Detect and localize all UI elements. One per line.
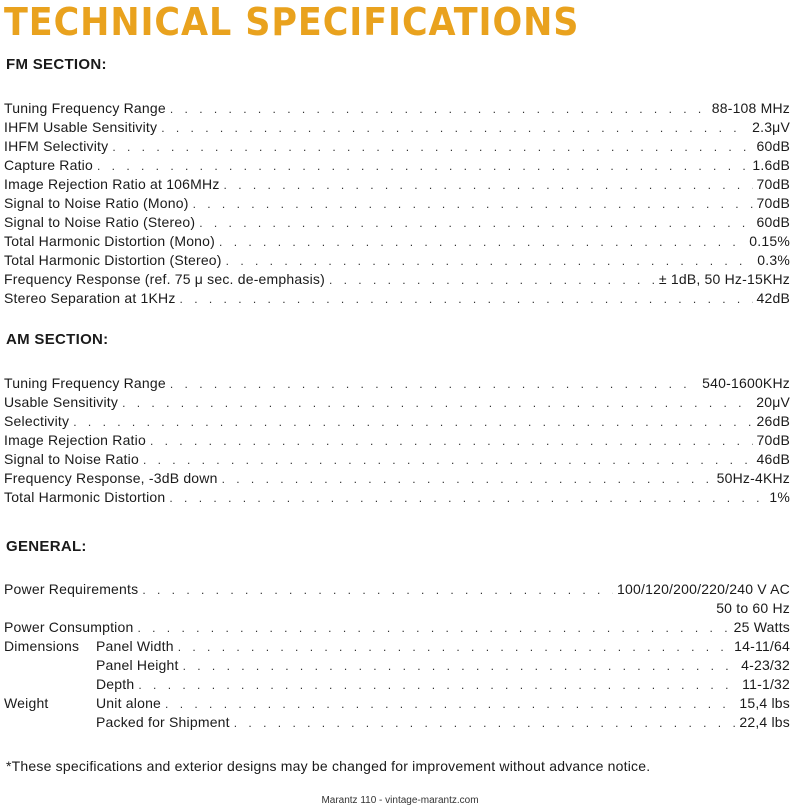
spec-label: Total Harmonic Distortion (Stereo) (4, 252, 222, 268)
spec-row (4, 99, 790, 118)
spec-label: IHFM Selectivity (4, 138, 109, 154)
general-section-heading: GENERAL: (6, 538, 87, 555)
spec-label: Signal to Noise Ratio (Mono) (4, 195, 189, 211)
spec-label: Capture Ratio (4, 157, 93, 173)
leader-dots (329, 271, 655, 290)
leader-dots (219, 233, 745, 252)
group-label: Weight (4, 695, 49, 711)
spec-row (4, 694, 790, 713)
leader-dots (170, 100, 708, 119)
spec-value: 1.6dB (752, 157, 790, 173)
spec-row-continuation (4, 599, 790, 618)
spec-value: 26dB (756, 413, 790, 429)
spec-label: Signal to Noise Ratio (Stereo) (4, 214, 196, 230)
spec-value: 0.15% (749, 233, 790, 249)
spec-row (4, 251, 790, 270)
spec-label: Panel Height (96, 657, 179, 673)
group-label: Dimensions (4, 638, 80, 654)
spec-row (4, 194, 790, 213)
spec-row (4, 412, 790, 431)
spec-value: 11-1/32 (742, 676, 790, 692)
leader-dots (73, 413, 752, 432)
spec-label: Tuning Frequency Range (4, 100, 166, 116)
spec-value: 60dB (756, 214, 790, 230)
spec-row (4, 431, 790, 450)
spec-row (4, 580, 790, 599)
spec-row (4, 270, 790, 289)
footnote: *These specifications and exterior designs may be changed for improvement without advance notice. (6, 758, 651, 774)
fm-section-heading: FM SECTION: (6, 56, 107, 73)
leader-dots (143, 451, 753, 470)
leader-dots (193, 195, 753, 214)
spec-row (4, 289, 790, 308)
spec-row (4, 488, 790, 507)
spec-value: 60dB (756, 138, 790, 154)
spec-label: IHFM Usable Sensitivity (4, 119, 158, 135)
spec-value: 70dB (756, 432, 790, 448)
spec-value: 88-108 MHz (711, 100, 790, 116)
spec-label: Frequency Response, -3dB down (4, 470, 218, 486)
leader-dots (234, 714, 736, 733)
am-spec-list (4, 374, 790, 507)
leader-dots (112, 138, 752, 157)
fm-spec-list (4, 99, 790, 308)
leader-dots (226, 252, 754, 271)
spec-label: Image Rejection Ratio at 106MHz (4, 176, 220, 192)
spec-value: 1% (769, 489, 790, 505)
spec-label: Depth (96, 676, 135, 692)
spec-row (4, 374, 790, 393)
spec-label: Image Rejection Ratio (4, 432, 146, 448)
spec-label: Total Harmonic Distortion (Mono) (4, 233, 216, 249)
spec-row (4, 175, 790, 194)
spec-value: ± 1dB, 50 Hz-15KHz (658, 271, 790, 287)
page-title: TECHNICAL SPECIFICATIONS (4, 0, 580, 44)
general-spec-list (4, 580, 790, 732)
spec-row (4, 213, 790, 232)
spec-value: 70dB (756, 195, 790, 211)
leader-dots (183, 657, 738, 676)
leader-dots (222, 470, 713, 489)
leader-dots (161, 119, 748, 138)
spec-value: 0.3% (757, 252, 790, 268)
spec-value: 22,4 lbs (739, 714, 790, 730)
spec-row (4, 118, 790, 137)
spec-row (4, 156, 790, 175)
leader-dots (169, 489, 765, 508)
spec-value: 25 Watts (733, 619, 790, 635)
spec-label: Power Consumption (4, 619, 134, 635)
spec-value: 100/120/200/220/240 V AC (617, 581, 790, 597)
spec-label: Signal to Noise Ratio (4, 451, 139, 467)
spec-label: Selectivity (4, 413, 70, 429)
spec-row (4, 469, 790, 488)
leader-dots (170, 375, 698, 394)
spec-row (4, 656, 790, 675)
leader-dots (165, 695, 735, 714)
spec-label: Usable Sensitivity (4, 394, 119, 410)
leader-dots (138, 676, 738, 695)
leader-dots (224, 176, 753, 195)
spec-row (4, 450, 790, 469)
spec-label: Stereo Separation at 1KHz (4, 290, 176, 306)
spec-row (4, 713, 790, 732)
spec-value: 50 to 60 Hz (716, 600, 790, 616)
spec-value: 20μV (756, 394, 790, 410)
spec-label: Power Requirements (4, 581, 139, 597)
spec-value: 4-23/32 (741, 657, 790, 673)
leader-dots (122, 394, 752, 413)
leader-dots (97, 157, 748, 176)
leader-dots (150, 432, 753, 451)
spec-row (4, 618, 790, 637)
am-section-heading: AM SECTION: (6, 331, 109, 348)
leader-dots (180, 290, 753, 309)
spec-row (4, 675, 790, 694)
spec-label: Packed for Shipment (96, 714, 230, 730)
leader-dots (137, 619, 729, 638)
spec-value: 42dB (756, 290, 790, 306)
spec-label: Unit alone (96, 695, 162, 711)
spec-value: 540-1600KHz (702, 375, 790, 391)
spec-label: Frequency Response (ref. 75 μ sec. de-emphasis) (4, 271, 325, 287)
spec-row (4, 637, 790, 656)
leader-dots (142, 581, 613, 600)
source-credit: Marantz 110 - vintage-marantz.com (321, 795, 479, 806)
spec-row (4, 137, 790, 156)
spec-row (4, 393, 790, 412)
spec-label: Total Harmonic Distortion (4, 489, 166, 505)
spec-value: 46dB (756, 451, 790, 467)
spec-label: Panel Width (96, 638, 174, 654)
leader-dots (199, 214, 752, 233)
spec-label: Tuning Frequency Range (4, 375, 166, 391)
spec-value: 70dB (756, 176, 790, 192)
leader-dots (178, 638, 730, 657)
spec-row (4, 232, 790, 251)
spec-value: 15,4 lbs (739, 695, 790, 711)
spec-value: 2.3μV (752, 119, 790, 135)
spec-value: 14-11/64 (734, 638, 790, 654)
spec-value: 50Hz-4KHz (716, 470, 790, 486)
